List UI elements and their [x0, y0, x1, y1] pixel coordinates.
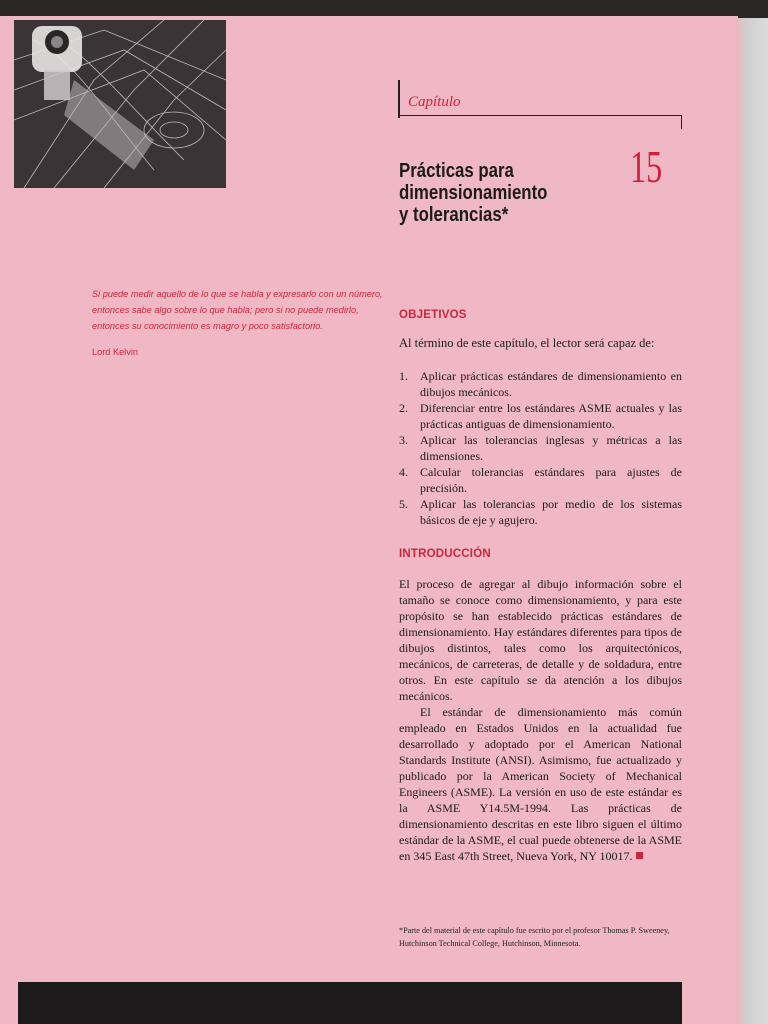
objective-item: [399, 496, 682, 528]
objective-number: 2.: [399, 401, 408, 415]
objectives-heading: OBJETIVOS: [399, 309, 467, 321]
footnote: *Parte del material de este capítulo fue escrito por el profesor Thomas P. Sweeney, Hutchinson Technical College, Hutchinson, Minnesota.: [399, 926, 670, 948]
objective-item: [399, 464, 682, 496]
chapter-rule-vertical: [398, 80, 400, 118]
objective-text: Aplicar las tolerancias inglesas y métricas a las dimensiones.: [420, 433, 682, 463]
introduction-heading: INTRODUCCIÓN: [399, 548, 491, 560]
chapter-label: Capítulo: [408, 94, 461, 110]
mechanical-part-image: [14, 20, 226, 188]
objective-item: [399, 432, 682, 464]
objective-number: 4.: [399, 465, 408, 479]
objective-text: Aplicar prácticas estándares de dimensionamiento en dibujos mecánicos.: [420, 369, 682, 399]
chapter-rule-horizontal: [400, 115, 682, 116]
objectives-intro: Al término de este capítulo, el lector será capaz de:: [399, 336, 655, 350]
introduction-paragraph: [399, 704, 682, 864]
introduction-paragraph: El proceso de agregar al dibujo información sobre el tamaño se conoce como dimensionamiento, y para este propósito se han establecido prácticas estándares de dimensionamiento. Hay estándares diferentes para tipos de dibujos distintos, tales como los arquitectónicos, mecánicos, de carreteras, de detalle y de soldadura, entre otros. En este capítulo se da atención a los dibujos mecánicos.: [399, 577, 682, 703]
chapter-title-line: y tolerancias*: [399, 204, 509, 226]
epigraph-author: Lord Kelvin: [92, 347, 138, 357]
objective-text: Aplicar las tolerancias por medio de los sistemas básicos de eje y agujero.: [420, 497, 682, 527]
chapter-title-line: dimensionamiento: [399, 182, 548, 204]
chapter-rule-tick: [681, 115, 682, 129]
objective-item: [399, 368, 682, 400]
objective-text: Diferenciar entre los estándares ASME actuales y las prácticas antiguas de dimensionamiento.: [420, 401, 682, 431]
objective-number: 3.: [399, 433, 408, 447]
page-edge: [736, 18, 768, 1024]
objectives-list: [399, 368, 682, 528]
bottom-band: [18, 982, 682, 1024]
introduction-body: [399, 576, 682, 864]
chapter-title: [399, 160, 576, 226]
end-of-section-mark: [636, 852, 643, 859]
chapter-number: 15: [630, 141, 663, 192]
chapter-title-line: Prácticas para: [399, 160, 514, 182]
epigraph-quote: Si puede medir aquello de lo que se habla y expresarlo con un número, entonces sabe algo sobre lo que habla; pero si no puede medirlo, entonces su conocimiento es magro y poco satisfactorio.: [92, 289, 383, 331]
objective-item: [399, 400, 682, 432]
objective-number: 1.: [399, 369, 408, 383]
introduction-paragraph-text: El estándar de dimensionamiento más común empleado en Estados Unidos en la actualidad fue desarrollado y adoptado por el American National Standards Institute (ANSI). Asimismo, fue actualizado y publicado por la American Society of Mechanical Engineers (ASME). La versión en uso de este estándar es la ASME Y14.5M-1994. Las prácticas de dimensionamiento descritas en este libro siguen el último estándar de la ASME, el cual puede obtenerse de la ASME en 345 East 47th Street, Nueva York, NY 10017.: [399, 705, 682, 863]
objective-text: Calcular tolerancias estándares para ajustes de precisión.: [420, 465, 682, 495]
chapter-opener-photo: [14, 20, 226, 188]
objective-number: 5.: [399, 497, 408, 511]
